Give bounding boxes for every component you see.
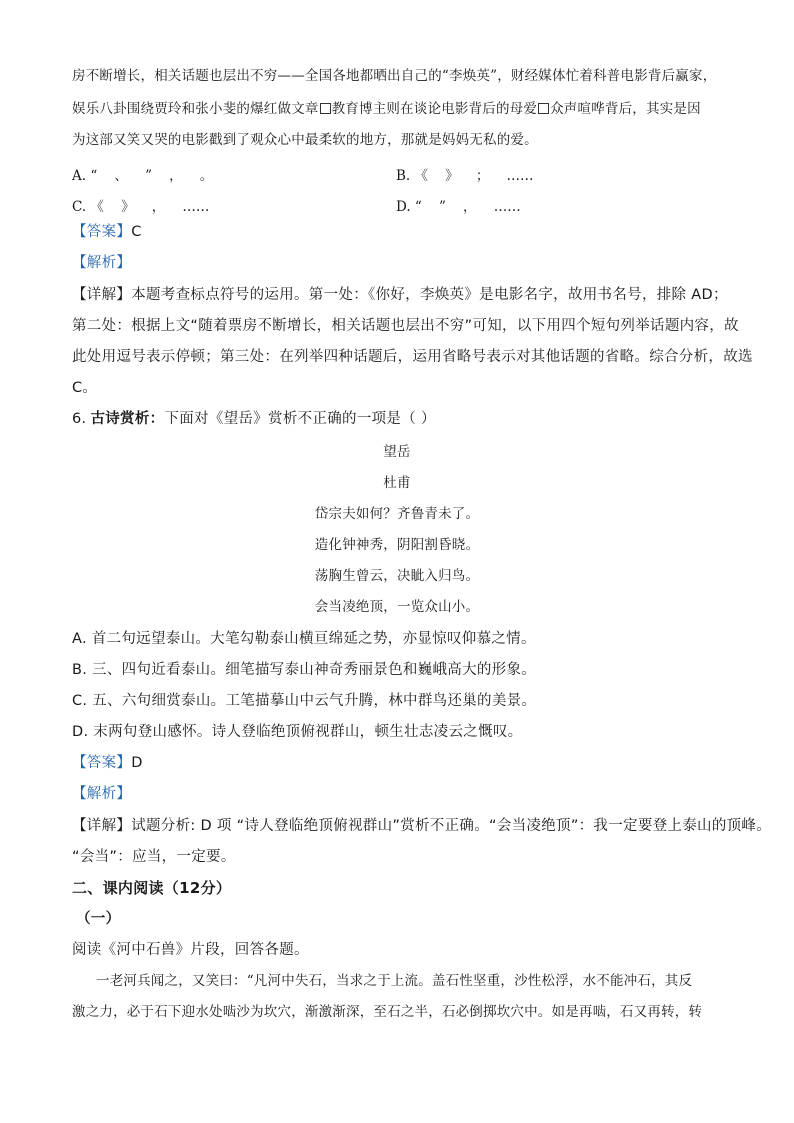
answer-value: D [131, 755, 143, 771]
q5-option-d: D. “ ” ， …… [396, 199, 521, 215]
q5-option-b: B. 《 》 ； …… [396, 168, 534, 184]
q6-option-d: D. 末两句登山感怀。诗人登临绝顶俯视群山，顿生壮志凌云之慨叹。 [72, 724, 523, 740]
question-text: 下面对《望岳》赏析不正确的一项是（ ） [164, 411, 436, 427]
answer-tag: 【答案】 [72, 224, 132, 240]
answer-value: C [131, 224, 142, 240]
answer-tag: 【答案】 [72, 755, 132, 771]
q5-answer [72, 225, 142, 240]
para-line-1: 房不断增长，相关话题也层出不穷——全国各地都晒出自己的“李焕英”，财经媒体忙着科普电影背后赢家， [72, 68, 717, 84]
poem-line-2: 造化钟神秀，阴阳割昏晓。 [314, 537, 480, 553]
q5-detail-line-3: 此处用逗号表示停顿；第三处：在列举四种话题后，运用省略号表示对其他话题的省略。综合分析，故选 [72, 349, 753, 365]
para-line-2-part-1: 娱乐八卦围绕贾玲和张小斐的爆红做文章 [72, 101, 319, 117]
poem-line-4: 会当凌绝顶，一览众山小。 [314, 599, 480, 615]
question-number: 6. [72, 411, 87, 427]
poem-author: 杜甫 [383, 475, 411, 491]
question-label: 古诗赏析： [90, 411, 165, 427]
q5-option-c: C. 《 》 ， …… [72, 199, 210, 215]
para-line-2-part-3: 众声喧哗背后，其实是因 [550, 101, 701, 117]
q5-detail-line-2: 第二处：根据上文“随着票房不断增长，相关话题也层出不穷”可知，以下用四个短句列举话题内容，故 [72, 318, 739, 334]
section-intro: 阅读《河中石兽》片段，回答各题。 [72, 942, 309, 958]
q6-detail-line-2: “会当”：应当，一定要。 [72, 849, 236, 865]
q6-option-c: C. 五、六句细赏泰山。工笔描摹山中云气升腾，林中群鸟还巢的美景。 [72, 693, 537, 709]
q5-analysis-tag: 【解析】 [72, 255, 132, 271]
poem-line-3: 荡胸生曾云，决眦入归鸟。 [314, 568, 480, 584]
blank-box [320, 103, 331, 114]
q6-option-b: B. 三、四句近看泰山。细笔描写泰山神奇秀丽景色和巍峨高大的形象。 [72, 662, 537, 678]
q6-detail-line-1 [72, 819, 771, 834]
detail-text: 本题考查标点符号的运用。第一处：《你好，李焕英》是电影名字，故用书名号，排除 AD； [131, 287, 728, 303]
section-subheading: （一） [76, 911, 121, 927]
poem-title: 望岳 [383, 444, 411, 460]
para-line-2-part-2: 教育博主则在谈论电影背后的母爱 [331, 101, 538, 117]
detail-text: 试题分析: D 项 “诗人登临绝顶俯视群山”赏析不正确。“会当凌绝顶”：我一定要登上泰山的顶峰。 [131, 818, 772, 834]
para-line-2 [72, 103, 701, 117]
section-heading: 二、课内阅读（12分） [72, 879, 232, 897]
detail-tag: 【详解】 [72, 287, 132, 303]
poem-line-1: 岱宗夫如何？齐鲁青未了。 [314, 506, 480, 522]
q5-option-a: A. “ 、 ” ， 。 [72, 168, 214, 184]
passage-line-2: 激之力，必于石下迎水处啮沙为坎穴，渐激渐深，至石之半，石必倒掷坎穴中。如是再啮，石又再转，转 [72, 1004, 703, 1020]
q6-stem [72, 412, 436, 427]
q6-option-a: A. 首二句远望泰山。大笔勾勒泰山横亘绵延之势，亦显惊叹仰慕之情。 [72, 631, 536, 647]
q6-answer [72, 756, 143, 771]
para-line-3: 为这部又笑又哭的电影戳到了观众心中最柔软的地方，那就是妈妈无私的爱。 [72, 132, 538, 148]
q5-detail-line-4: C。 [72, 380, 98, 396]
q6-analysis-tag: 【解析】 [72, 786, 132, 802]
passage-line-1: 一老河兵闻之，又笑曰：“凡河中失石，当求之于上流。盖石性坚重，沙性松浮，水不能冲石，其反 [96, 973, 693, 989]
q5-detail-line-1 [72, 288, 728, 303]
blank-box [538, 103, 549, 114]
detail-tag: 【详解】 [72, 818, 132, 834]
